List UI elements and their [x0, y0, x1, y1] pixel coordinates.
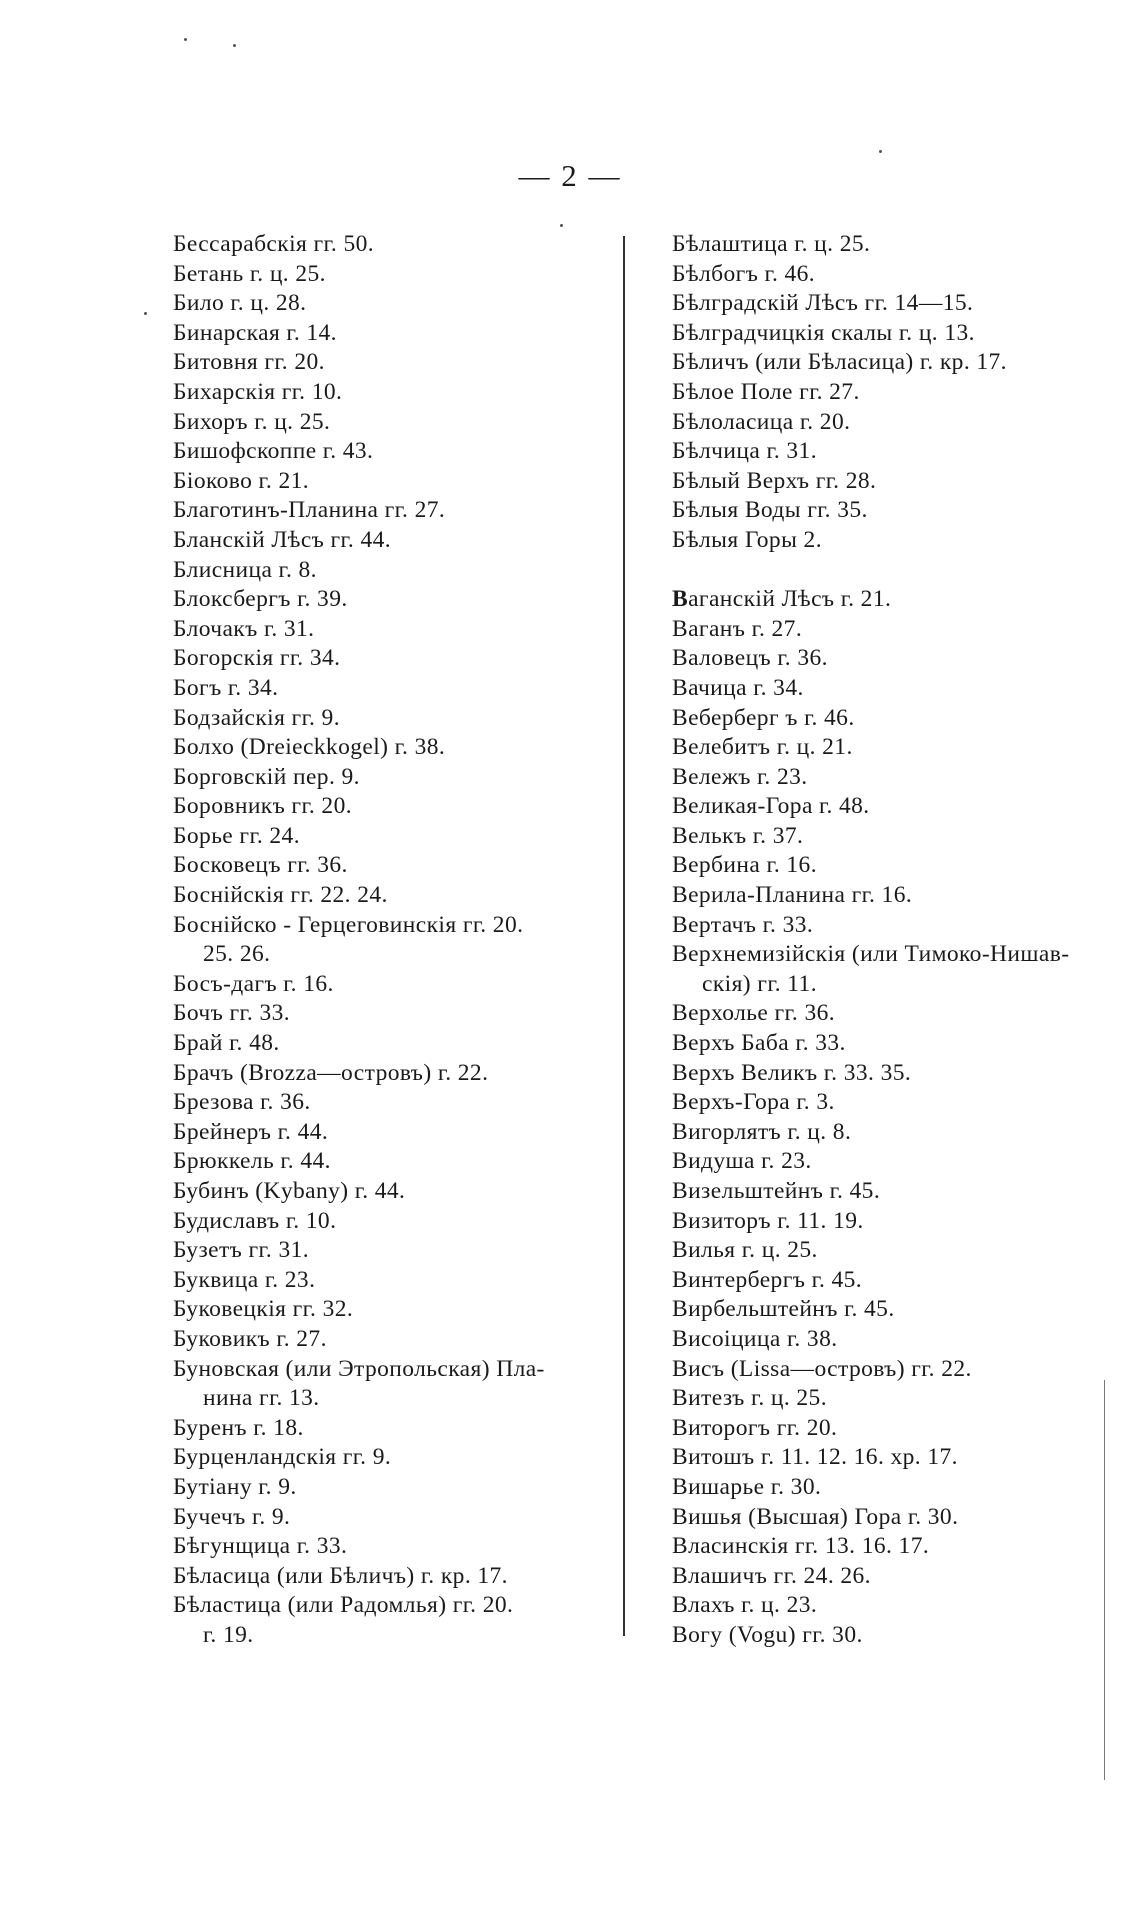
index-entry: Бузетъ гг. 31. — [173, 1237, 310, 1264]
index-entry: Видуша г. 23. — [672, 1148, 812, 1175]
page-number — [0, 158, 1140, 194]
index-entry: Веберберг ъ г. 46. — [672, 704, 855, 731]
index-entry: Винтербергъ г. 45. — [672, 1266, 863, 1293]
column-divider — [623, 236, 625, 1636]
index-entry: Вележъ г. 23. — [672, 763, 808, 790]
index-entry: Витошъ г. 11. 12. 16. хр. 17. — [672, 1444, 958, 1471]
index-entry: Бѣлоласица г. 20. — [672, 408, 851, 435]
index-entry: Бѣлыя Горы 2. — [672, 526, 822, 553]
index-entry: Бинарская г. 14. — [173, 319, 337, 346]
index-entry: Верхъ Великъ г. 33. 35. — [672, 1059, 912, 1086]
index-entry: Било г. ц. 28. — [173, 290, 307, 317]
index-entry: Буренъ г. 18. — [173, 1414, 304, 1441]
index-entry: Біоково г. 21. — [173, 467, 310, 494]
index-entry: Бубинъ (Kybany) г. 44. — [173, 1178, 406, 1204]
index-entry: Вилья г. ц. 25. — [672, 1237, 818, 1264]
index-entry: Буковикъ г. 27. — [173, 1325, 327, 1352]
index-entry: Благотинъ-Планина гг. 27. — [173, 497, 446, 524]
index-entry: Богъ г. 34. — [173, 674, 279, 701]
index-entry: Бѣластица (или Радомлья) гг. 20. — [173, 1592, 514, 1619]
index-entry: Бѣлградчицкія скалы г. ц. 13. — [672, 319, 975, 346]
index-entry: Бѣлыя Воды гг. 35. — [672, 497, 868, 524]
index-entry: Буновская (или Этропольская) Пла- — [173, 1355, 545, 1382]
index-entry: Босъ-дагъ г. 16. — [173, 970, 334, 997]
index-entry: Боровникъ гг. 20. — [173, 793, 352, 820]
paper-speck — [560, 224, 563, 227]
index-entry: Висоіцица г. 38. — [672, 1325, 838, 1352]
index-entry: Вигорлятъ г. ц. 8. — [672, 1118, 852, 1145]
page-edge-line — [1104, 1380, 1105, 1780]
index-entry: Вербина г. 16. — [672, 852, 817, 879]
index-entry: Бѣлый Верхъ гг. 28. — [672, 467, 877, 494]
index-entry: Буковецкія гг. 32. — [173, 1296, 354, 1323]
index-entry: Богорскія гг. 34. — [173, 645, 341, 672]
index-entry: Ваганъ г. 27. — [672, 615, 803, 642]
index-column-left — [173, 230, 603, 1651]
index-entry: Болхо (Dreieckkogel) г. 38. — [173, 734, 446, 761]
index-entry: Бессарабскія гг. 50. — [173, 231, 375, 257]
index-entry: Верхъ Баба г. 33. — [672, 1030, 846, 1057]
index-entry: Бодзайскія гг. 9. — [173, 704, 340, 731]
index-entry: Бѣласица (или Бѣличъ) г. кр. 17. — [173, 1562, 508, 1589]
index-entry: Бихарскія гг. 10. — [173, 378, 343, 405]
index-entry: г. 19. — [203, 1621, 254, 1648]
index-entry — [672, 556, 1102, 586]
index-entry: Бурценландскія гг. 9. — [173, 1444, 392, 1471]
index-entry: Боснійскія гг. 22. 24. — [173, 882, 388, 909]
index-entry: Висъ (Lissa—островъ) гг. 22. — [672, 1355, 972, 1382]
paper-speck — [144, 312, 147, 315]
index-entry: Брай г. 48. — [173, 1030, 280, 1057]
index-entry: Ваганскій Лѣсъ г. 21. — [672, 586, 892, 613]
index-entry: Борье гг. 24. — [173, 822, 300, 849]
index-entry: Будиславъ г. 10. — [173, 1207, 337, 1234]
index-entry: Верхолье гг. 36. — [672, 1000, 836, 1027]
index-entry: Верхнемизійскія (или Тимоко-Нишав- — [672, 941, 1070, 968]
paper-speck — [233, 44, 236, 47]
index-entry: Влашичъ гг. 24. 26. — [672, 1562, 871, 1589]
index-entry: Вогу (Vogu) гг. 30. — [672, 1621, 863, 1648]
index-entry: Бѣлое Поле гг. 27. — [672, 378, 860, 405]
index-entry: Вертачъ г. 33. — [672, 911, 814, 938]
index-entry: Бетань г. ц. 25. — [173, 260, 326, 287]
index-entry: Бѣлчица г. 31. — [672, 438, 817, 465]
index-entry: Боснійско - Герцеговинскія гг. 20. — [173, 911, 524, 938]
index-entry: 25. 26. — [203, 941, 271, 968]
index-entry: Блочакъ г. 31. — [173, 615, 315, 642]
index-entry: Бутіану г. 9. — [173, 1473, 297, 1500]
index-entry: Виторогъ гг. 20. — [672, 1414, 838, 1441]
index-entry: Бихоръ г. ц. 25. — [173, 408, 331, 435]
index-entry: Босковецъ гг. 36. — [173, 852, 348, 879]
page-number-text: — 2 — — [518, 158, 622, 193]
index-entry: нина гг. 13. — [203, 1385, 320, 1412]
index-entry: Витезъ г. ц. 25. — [672, 1385, 827, 1412]
index-entry: Верила-Планина гг. 16. — [672, 882, 913, 909]
index-entry: Великая-Гора г. 48. — [672, 793, 870, 820]
index-entry: Влахъ г. ц. 23. — [672, 1592, 818, 1619]
index-entry: Власинскія гг. 13. 16. 17. — [672, 1533, 930, 1560]
index-entry: Валовецъ г. 36. — [672, 645, 828, 672]
index-entry: Бучечъ г. 9. — [173, 1503, 291, 1530]
index-entry: Бѣлбогъ г. 46. — [672, 260, 816, 287]
index-entry: Вирбельштейнъ г. 45. — [672, 1296, 895, 1323]
index-entry: Блоксбергъ г. 39. — [173, 586, 348, 613]
index-entry: Визиторъ г. 11. 19. — [672, 1207, 864, 1234]
index-entry: Брюккель г. 44. — [173, 1148, 331, 1175]
index-entry: Бѣгунщица г. 33. — [173, 1533, 348, 1560]
index-entry: Битовня гг. 20. — [173, 349, 325, 376]
index-entry: Борговскій пер. 9. — [173, 763, 360, 790]
index-entry: Буквица г. 23. — [173, 1266, 316, 1293]
index-column-right — [672, 230, 1102, 1651]
index-entry: скія) гг. 11. — [702, 970, 817, 997]
index-entry: Брезова г. 36. — [173, 1089, 311, 1116]
index-entry: Блисница г. 8. — [173, 556, 317, 583]
index-entry: Вишья (Высшая) Гора г. 30. — [672, 1503, 959, 1530]
index-entry: Верхъ-Гора г. 3. — [672, 1089, 835, 1116]
index-entry: Бѣлградскій Лѣсъ гг. 14—15. — [672, 290, 974, 317]
index-entry: Велебитъ г. ц. 21. — [672, 734, 853, 761]
index-entry: Брачъ (Brozza—островъ) г. 22. — [173, 1059, 489, 1086]
index-entry: Вишарье г. 30. — [672, 1473, 822, 1500]
index-entry: Бочъ гг. 33. — [173, 1000, 291, 1027]
index-entry: Бѣличъ (или Бѣласица) г. кр. 17. — [672, 349, 1007, 376]
paper-speck — [184, 38, 187, 41]
index-entry: Велькъ г. 37. — [672, 822, 804, 849]
index-entry: Брейнеръ г. 44. — [173, 1118, 329, 1145]
index-entry: Вачица г. 34. — [672, 674, 804, 701]
index-entry: Бланскій Лѣсъ гг. 44. — [173, 526, 392, 553]
index-entry: Визельштейнъ г. 45. — [672, 1178, 881, 1204]
index-entry: Бишофскоппе г. 43. — [173, 438, 374, 465]
index-entry: Бѣлаштица г. ц. 25. — [672, 231, 871, 257]
paper-speck — [879, 150, 882, 153]
